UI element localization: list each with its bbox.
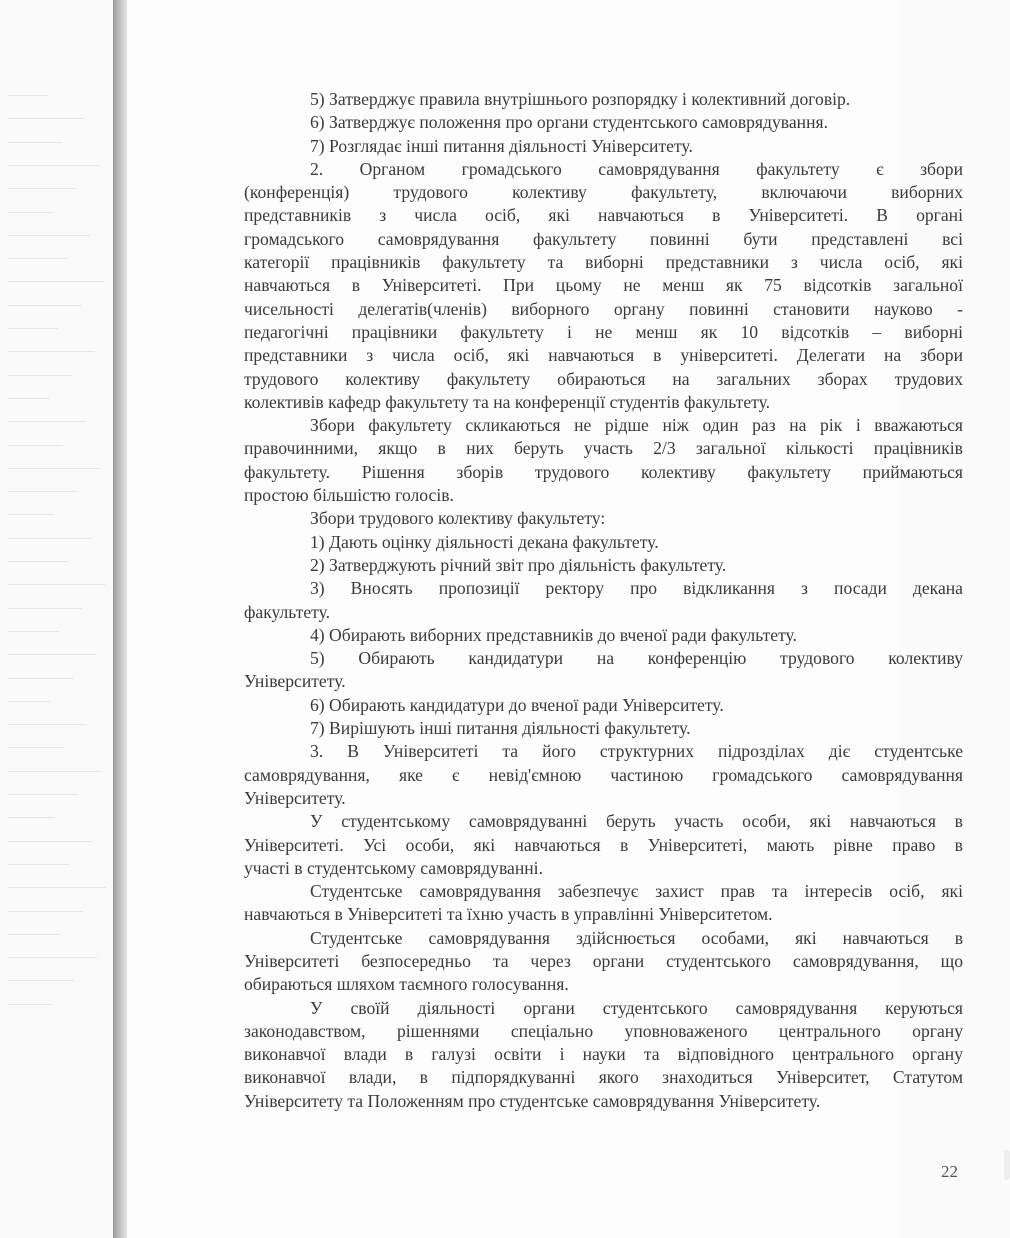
- text-line: У студентському самоврядуванні беруть участь особи, які навчаються в: [310, 811, 963, 832]
- text-line: простою більшістю голосів.: [244, 485, 454, 506]
- text-line: представників з числа осіб, які навчаються в Університеті. В органі: [244, 205, 963, 226]
- text-line: 6) Обирають кандидатури до вченої ради Університету.: [310, 694, 724, 715]
- bleed-through-line: [8, 305, 81, 306]
- text-line: Збори факультету скликаються не рідше ніж один раз на рік і вважаються: [310, 415, 963, 436]
- bleed-through-line: [8, 351, 95, 352]
- text-line: Університету.: [244, 787, 346, 808]
- bleed-through-line: [8, 235, 90, 236]
- bleed-through-line: [8, 561, 68, 562]
- text-line: (конференція) трудового колективу факультету, включаючи виборних: [244, 182, 963, 203]
- bleed-through-line: [8, 584, 105, 585]
- bleed-through-line: [8, 934, 60, 935]
- bleed-through-line: [8, 95, 48, 96]
- bleed-through-line: [8, 631, 59, 632]
- document-body: [244, 88, 963, 1113]
- bleed-through-line: [8, 421, 86, 422]
- text-line: законодавством, рішеннями спеціально уповноваженого центрального органу: [244, 1020, 963, 1041]
- page-fold-shadow: [113, 0, 127, 1238]
- bleed-through-line: [8, 841, 92, 842]
- text-line: Збори трудового колективу факультету:: [310, 508, 606, 529]
- text-line: трудового колективу факультету обираються на загальних зборах трудових: [244, 368, 963, 389]
- text-line: представники з числа осіб, які навчаються в університеті. Делегати на збори: [244, 345, 963, 366]
- text-line: Студентське самоврядування забезпечує захист прав та інтересів осіб, які: [310, 881, 963, 902]
- bleed-through-line: [8, 258, 67, 259]
- text-line: 2. Органом громадського самоврядування факультету є збори: [310, 158, 963, 179]
- bleed-through-line: [8, 468, 100, 469]
- text-line: У своїй діяльності органи студентського самоврядування керуються: [310, 997, 963, 1018]
- bleed-through-line: [8, 771, 101, 772]
- text-line: громадського самоврядування факультету повинні бути представлені всі: [244, 228, 963, 249]
- bleed-through-line: [8, 864, 69, 865]
- text-line: чисельності делегатів(членів) виборного органу повинні становити науково -: [244, 298, 963, 319]
- text-line: Університеті. Усі особи, які навчаються в Університеті, мають рівне право в: [244, 834, 963, 855]
- bleed-through-line: [8, 398, 49, 399]
- scan-bleed-margin: [0, 0, 113, 1238]
- bleed-through-line: [8, 1004, 51, 1005]
- bleed-through-line: [8, 328, 58, 329]
- bleed-through-line: [8, 375, 72, 376]
- text-line: Університеті безпосередньо та через органи студентського самоврядування, що: [244, 950, 963, 971]
- text-line: 3. В Університеті та його структурних підрозділах діє студентське: [310, 741, 963, 762]
- text-line: 7) Вирішують інші питання діяльності факультету.: [310, 718, 691, 739]
- text-line: 1) Дають оцінку діяльності декана факультету.: [310, 531, 659, 552]
- text-line: 2) Затверджують річний звіт про діяльність факультету.: [310, 554, 727, 575]
- bleed-through-line: [8, 678, 73, 679]
- text-line: 5) Затверджує правила внутрішнього розпорядку і колективний договір.: [310, 89, 851, 109]
- text-line: 6) Затверджує положення про органи студентського самоврядування.: [310, 112, 828, 133]
- bleed-through-line: [8, 747, 64, 748]
- bleed-through-line: [8, 701, 50, 702]
- page-number: 22: [941, 1162, 958, 1181]
- text-line: Університету та Положенням про студентське самоврядування Університету.: [244, 1090, 821, 1111]
- bleed-through-line: [8, 911, 83, 912]
- bleed-through-line: [8, 445, 63, 446]
- bleed-through-line: [8, 724, 87, 725]
- text-line: факультету.: [244, 601, 331, 622]
- text-line: виконавчої влади, в підпорядкуванні якого знаходиться Університет, Статутом: [244, 1067, 963, 1088]
- bleed-through-line: [8, 118, 85, 119]
- bleed-through-line: [8, 165, 99, 166]
- text-line: педагогічні працівники факультету і не менш як 10 відсотків – виборні: [244, 321, 963, 342]
- text-line: 7) Розглядає інші питання діяльності Університету.: [310, 135, 693, 156]
- text-line: навчаються в Університеті. При цьому не менш як 75 відсотків загальної: [244, 275, 963, 296]
- text-line: Студентське самоврядування здійснюється особами, які навчаються в: [310, 927, 963, 948]
- bleed-through-line: [8, 980, 74, 981]
- text-line: обираються шляхом таємного голосування.: [244, 974, 569, 995]
- text-line: факультету. Рішення зборів трудового колективу факультету приймаються: [244, 461, 963, 482]
- bleed-through-line: [8, 491, 77, 492]
- bleed-through-line: [8, 142, 62, 143]
- bleed-through-line: [8, 794, 78, 795]
- bleed-through-line: [8, 608, 82, 609]
- text-line: Університету.: [244, 671, 346, 692]
- text-line: правочинними, якщо в них беруть участь 2/3 загальної кількості працівників: [244, 438, 963, 459]
- bleed-through-line: [8, 281, 104, 282]
- bleed-through-line: [8, 514, 54, 515]
- bleed-through-line: [8, 817, 55, 818]
- text-line: 5) Обирають кандидатури на конференцію трудового колективу: [310, 648, 963, 669]
- text-line: навчаються в Університеті та їхню участь в управлінні Університетом.: [244, 904, 773, 925]
- text-line: самоврядування, яке є невід'ємною частиною громадського самоврядування: [244, 764, 963, 785]
- text-line: 3) Вносять пропозиції ректору про відкликання з посади декана: [310, 578, 963, 599]
- text-line: 4) Обирають виборних представників до вченої ради факультету.: [310, 624, 797, 645]
- document-page: [127, 0, 963, 1238]
- text-line: участі в студентському самоврядуванні.: [244, 857, 543, 878]
- bleed-through-line: [8, 188, 76, 189]
- bleed-through-line: [8, 654, 96, 655]
- text-line: колективів кафедр факультету та на конференції студентів факультету.: [244, 391, 771, 412]
- text-line: категорії працівників факультету та виборні представники з числа осіб, які: [244, 252, 963, 273]
- bleed-through-line: [8, 957, 97, 958]
- bleed-through-line: [8, 212, 53, 213]
- bleed-through-line: [8, 887, 106, 888]
- text-line: виконавчої влади в галузі освіти і науки та відповідного центрального органу: [244, 1044, 963, 1065]
- scan-edge-mark: [1004, 1150, 1010, 1180]
- bleed-through-line: [8, 538, 91, 539]
